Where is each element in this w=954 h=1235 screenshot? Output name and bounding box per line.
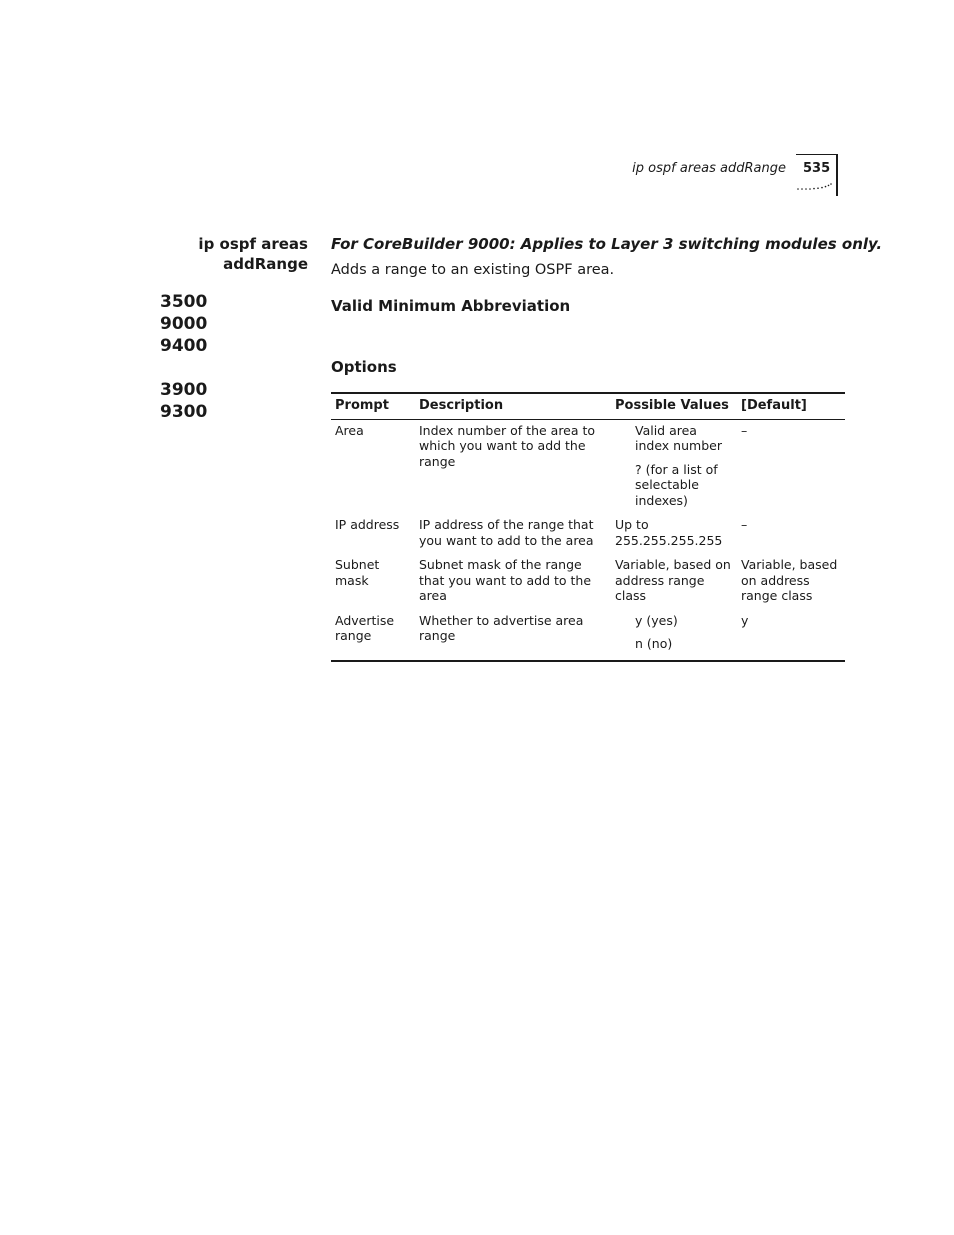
cell-description: Whether to advertise area range xyxy=(419,612,584,643)
platform-group-spacer xyxy=(160,357,207,379)
value-option: y (yes) xyxy=(635,612,678,628)
command-title xyxy=(160,234,308,274)
page-number: 535 xyxy=(803,161,831,176)
table-row xyxy=(331,516,845,556)
cell-prompt: Advertise range xyxy=(335,612,395,643)
table-row xyxy=(331,556,845,612)
platform-list xyxy=(160,291,207,423)
running-head: ip ospf areas addRange xyxy=(632,161,786,176)
col-header-default: [Default] xyxy=(737,393,845,419)
platform-item: 9400 xyxy=(160,336,208,356)
cell-default: – xyxy=(741,517,748,532)
table-header-row xyxy=(331,393,845,419)
cell-values xyxy=(611,612,737,661)
value-option: ? (for a list of selectable indexes) xyxy=(635,461,718,508)
cell-default: – xyxy=(741,422,748,438)
command-title-line2: addRange xyxy=(223,255,308,273)
platform-item: 9300 xyxy=(160,402,208,422)
cell-description: Index number of the area to which you want to add the range xyxy=(419,422,596,469)
col-header-description: Description xyxy=(415,393,611,419)
options-heading: Options xyxy=(331,358,397,376)
value-option: n (no) xyxy=(635,636,673,651)
cell-default: Variable, based on address range class xyxy=(741,557,838,603)
cell-description: IP address of the range that you want to add to the area xyxy=(419,517,594,548)
main-content xyxy=(331,233,883,662)
applies-note: For CoreBuilder 9000: Applies to Layer 3 switching modules only. xyxy=(331,235,883,253)
options-table xyxy=(331,392,845,662)
cell-default: y xyxy=(741,612,749,628)
cell-values xyxy=(611,419,737,516)
cell-values: Variable, based on address range class xyxy=(615,557,731,603)
cell-description: Subnet mask of the range that you want to add to the area xyxy=(419,557,592,603)
platform-item: 9000 xyxy=(160,314,208,334)
cell-prompt: IP address xyxy=(335,517,400,532)
valid-min-abbrev-heading: Valid Minimum Abbreviation xyxy=(331,297,571,315)
col-header-prompt: Prompt xyxy=(331,393,415,419)
cell-prompt: Subnet mask xyxy=(335,557,380,588)
command-title-line1: ip ospf areas xyxy=(198,235,308,253)
col-header-possible-values: Possible Values xyxy=(611,393,737,419)
platform-item: 3500 xyxy=(160,292,208,312)
page-corner-dots xyxy=(796,182,836,192)
value-option: Valid area index number xyxy=(635,422,722,453)
table-row xyxy=(331,419,845,516)
platform-item: 3900 xyxy=(160,380,208,400)
command-description: Adds a range to an existing OSPF area. xyxy=(331,262,615,278)
cell-values: Up to 255.255.255.255 xyxy=(615,517,723,548)
cell-prompt: Area xyxy=(335,422,364,438)
table-row xyxy=(331,612,845,661)
